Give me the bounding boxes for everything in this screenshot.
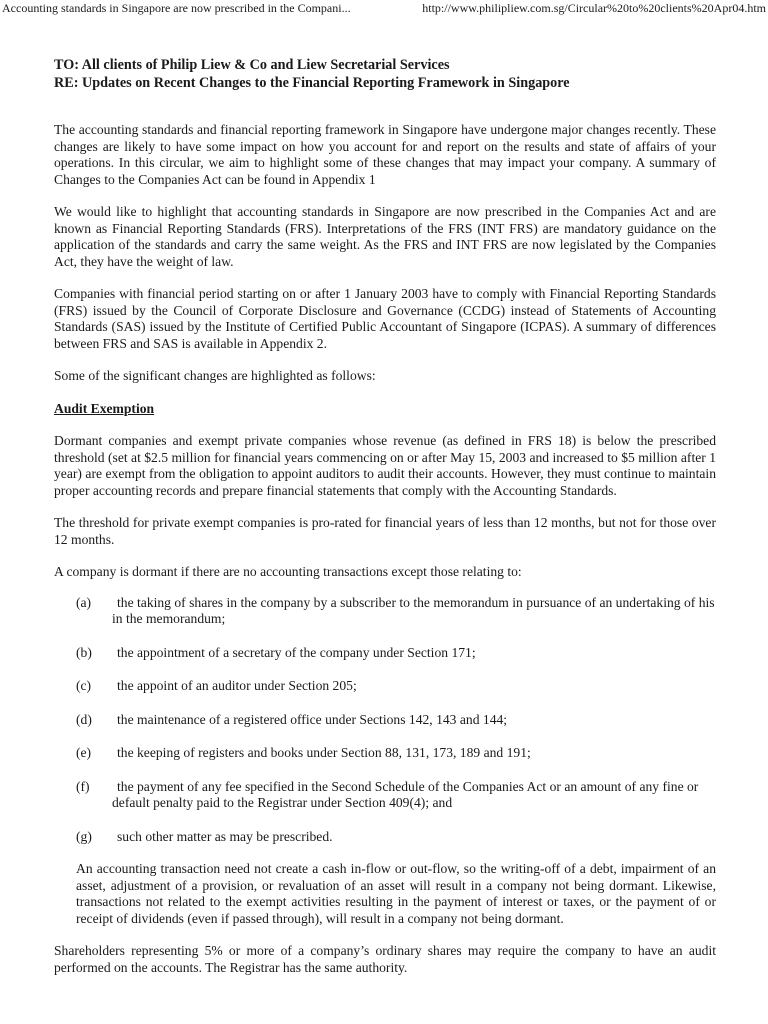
list-item	[54, 678, 716, 695]
list-marker: (g)	[76, 828, 92, 844]
list-item-text: the keeping of registers and books under Section 88, 131, 173, 189 and 191;	[117, 745, 531, 760]
list-item	[54, 745, 716, 762]
memo-re-line: RE: Updates on Recent Changes to the Financial Reporting Framework in Singapore	[54, 75, 570, 91]
dormant-exceptions-list	[54, 595, 716, 846]
list-item-text: the appoint of an auditor under Section 205;	[117, 678, 357, 693]
frs-paragraph: We would like to highlight that accounting standards in Singapore are now prescribed in the Companies Act and are known as Financial Reporting Standards (FRS). Interpretations of the FRS (INT FRS) are mandatory guidance on the application of the standards and carry the same weight. As the FRS and INT FRS are now legislated by the Companies Act, they have the weight of law.	[54, 204, 716, 269]
shareholders-paragraph: Shareholders representing 5% or more of a company’s ordinary shares may require the company to have an audit performed on the accounts. The Registrar has the same authority.	[54, 943, 716, 975]
print-header	[0, 0, 768, 18]
list-item-text: such other matter as may be prescribed.	[117, 828, 333, 844]
list-item	[54, 779, 716, 812]
highlights-paragraph: Some of the significant changes are highlighted as follows:	[54, 368, 376, 383]
list-marker: (f)	[76, 778, 90, 794]
audit-exemption-heading: Audit Exemption	[54, 400, 155, 416]
list-marker: (b)	[76, 644, 92, 660]
list-item	[54, 595, 716, 628]
audit-exemption-paragraph: Dormant companies and exempt private companies whose revenue (as defined in FRS 18) is below the prescribed threshold (set at $2.5 million for financial years commencing on or after May 15, 2003 and increased to $5 million after 1 year) are exempt from the obligation to appoint auditors to audit their accounts. However, they must continue to maintain proper accounting records and prepare financial statements that comply with the Accounting Standards.	[54, 433, 716, 498]
compliance-paragraph: Companies with financial period starting on or after 1 January 2003 have to comply with Financial Reporting Standards (FRS) issued by the Council of Corporate Disclosure and Governance (CCDG) instead of Statements of Accounting Standards (SAS) issued by the Institute of Certified Public Accountant of Singapore (ICPAS). A summary of differences between FRS and SAS is available in Appendix 2.	[54, 286, 716, 351]
list-item	[54, 712, 716, 729]
list-item-text: the payment of any fee specified in the Second Schedule of the Companies Act or an amount of any fine or default penalty paid to the Registrar under Section 409(4); and	[112, 778, 699, 810]
memo-to-line: TO: All clients of Philip Liew & Co and Liew Secretarial Services	[54, 57, 450, 73]
document-body	[54, 56, 716, 976]
list-item-text: the maintenance of a registered office under Sections 142, 143 and 144;	[117, 711, 508, 727]
list-item	[54, 645, 716, 662]
dormant-intro-paragraph: A company is dormant if there are no accounting transactions except those relating to:	[54, 564, 522, 579]
intro-paragraph: The accounting standards and financial reporting framework in Singapore have undergone major changes recently. These changes are likely to have some impact on how you account for and report on the results and state of affairs of your operations. In this circular, we aim to highlight some of these changes that may impact your company. A summary of Changes to the Companies Act can be found in Appendix 1	[54, 122, 716, 187]
list-item-text: the appointment of a secretary of the company under Section 171;	[117, 644, 476, 660]
list-marker: (c)	[76, 678, 92, 693]
list-marker: (a)	[76, 594, 92, 610]
list-item-text: the taking of shares in the company by a subscriber to the memorandum in pursuance of an undertaking of his in the memorandum;	[112, 594, 715, 626]
list-marker: (d)	[76, 711, 92, 727]
threshold-paragraph: The threshold for private exempt companies is pro-rated for financial years of less than 12 months, but not for those over 12 months.	[54, 515, 716, 547]
accounting-transaction-note: An accounting transaction need not create a cash in-flow or out-flow, so the writing-off of a debt, impairment of an asset, adjustment of a provision, or revaluation of an asset will result in a company not being dormant. Likewise, transactions not related to the exempt activities resulting in the payment of interest or taxes, or the payment of or receipt of dividends (even if passed through), will result in a company not being dormant.	[76, 861, 716, 926]
list-marker: (e)	[76, 745, 92, 760]
print-header-url[interactable]: http://www.philipliew.com.sg/Circular%20to%20clients%20Apr04.htm	[422, 1, 766, 15]
print-header-title: Accounting standards in Singapore are now prescribed in the Compani...	[2, 1, 351, 15]
list-item	[54, 829, 716, 846]
